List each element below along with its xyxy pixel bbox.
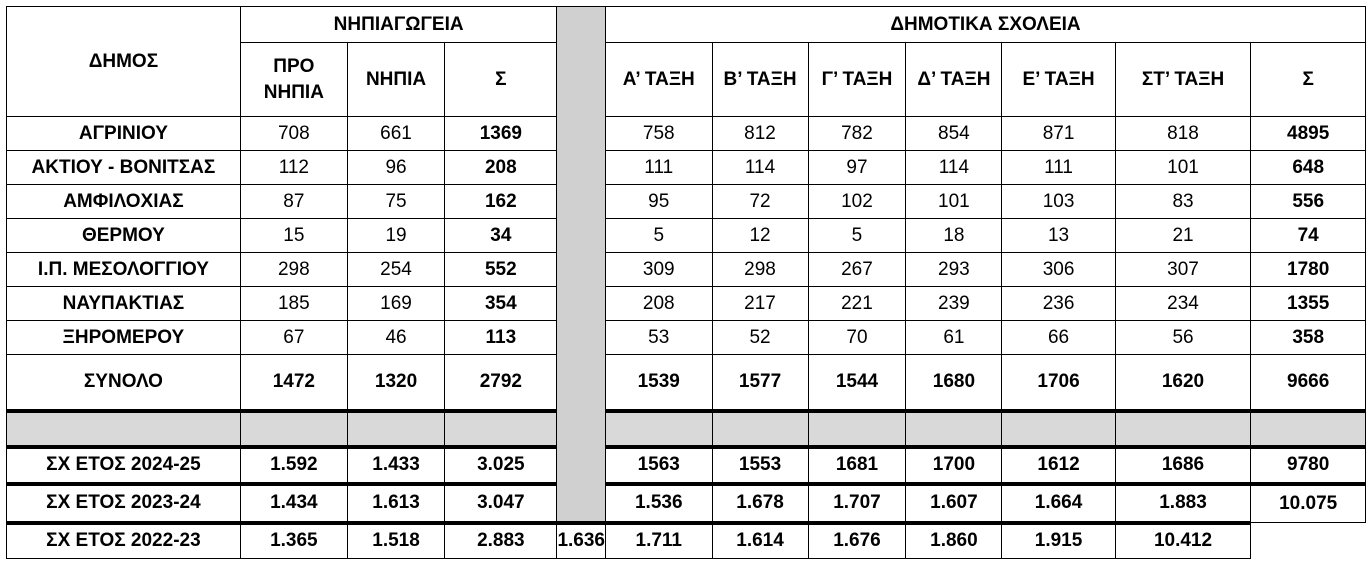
cell: 1612 bbox=[1002, 447, 1115, 484]
cell: 307 bbox=[1115, 253, 1251, 287]
pr-col-header: Σ bbox=[1251, 43, 1366, 117]
empty-cell bbox=[240, 411, 347, 447]
municipality-name: Ι.Π. ΜΕΣΟΛΟΓΓΙΟΥ bbox=[7, 253, 241, 287]
cell: 53 bbox=[605, 321, 712, 355]
table-row bbox=[7, 321, 1366, 355]
cell: 1.518 bbox=[347, 523, 444, 559]
cell: 72 bbox=[712, 185, 808, 219]
table-row bbox=[7, 151, 1366, 185]
empty-cell bbox=[1002, 411, 1115, 447]
cell-sum: 2792 bbox=[445, 355, 557, 411]
cell: 21 bbox=[1115, 219, 1251, 253]
year-label: ΣΧ ΕΤΟΣ 2024-25 bbox=[7, 447, 241, 484]
empty-cell bbox=[808, 411, 906, 447]
cell: 1.536 bbox=[605, 484, 712, 523]
cell: 1.433 bbox=[347, 447, 444, 484]
cell: 114 bbox=[712, 151, 808, 185]
cell: 306 bbox=[1002, 253, 1115, 287]
cell: 1.678 bbox=[712, 484, 808, 523]
municipality-name: ΘΕΡΜΟΥ bbox=[7, 219, 241, 253]
cell-sum: 2.883 bbox=[445, 523, 557, 559]
cell-sum: 9666 bbox=[1251, 355, 1366, 411]
pr-col-header: Δ’ ΤΑΞΗ bbox=[906, 43, 1002, 117]
empty-cell bbox=[7, 411, 241, 447]
cell-sum: 162 bbox=[445, 185, 557, 219]
cell-sum: 1355 bbox=[1251, 287, 1366, 321]
year-label: ΣΧ ΕΤΟΣ 2022-23 bbox=[7, 523, 241, 559]
kg-col-header: ΠΡΟ ΝΗΠΙΑ bbox=[240, 43, 347, 117]
dimos-header: ΔΗΜΟΣ bbox=[7, 7, 241, 117]
pr-col-header: ΣΤ’ ΤΑΞΗ bbox=[1115, 43, 1251, 117]
cell: 1.707 bbox=[808, 484, 906, 523]
kindergarten-group-header: ΝΗΠΙΑΓΩΓΕΙΑ bbox=[240, 7, 557, 43]
cell-sum: 10.412 bbox=[1115, 523, 1251, 559]
cell: 18 bbox=[906, 219, 1002, 253]
cell: 1.614 bbox=[712, 523, 808, 559]
separator-column bbox=[557, 7, 606, 523]
cell: 101 bbox=[906, 185, 1002, 219]
cell: 293 bbox=[906, 253, 1002, 287]
cell: 818 bbox=[1115, 117, 1251, 151]
cell: 1700 bbox=[906, 447, 1002, 484]
cell: 12 bbox=[712, 219, 808, 253]
municipality-name: ΑΓΡΙΝΙΟΥ bbox=[7, 117, 241, 151]
cell: 5 bbox=[605, 219, 712, 253]
enrollment-table bbox=[6, 6, 1366, 559]
cell: 112 bbox=[240, 151, 347, 185]
cell: 1.592 bbox=[240, 447, 347, 484]
cell: 1.915 bbox=[1002, 523, 1115, 559]
cell-sum: 358 bbox=[1251, 321, 1366, 355]
cell: 1.860 bbox=[906, 523, 1002, 559]
cell: 185 bbox=[240, 287, 347, 321]
cell: 67 bbox=[240, 321, 347, 355]
cell-sum: 1780 bbox=[1251, 253, 1366, 287]
cell: 1.883 bbox=[1115, 484, 1251, 523]
primary-group-header: ΔΗΜΟΤΙΚΑ ΣΧΟΛΕΙΑ bbox=[605, 7, 1365, 43]
cell: 1706 bbox=[1002, 355, 1115, 411]
year-label: ΣΧ ΕΤΟΣ 2023-24 bbox=[7, 484, 241, 523]
cell: 111 bbox=[1002, 151, 1115, 185]
cell: 102 bbox=[808, 185, 906, 219]
cell: 298 bbox=[712, 253, 808, 287]
cell: 87 bbox=[240, 185, 347, 219]
cell: 239 bbox=[906, 287, 1002, 321]
empty-cell bbox=[906, 411, 1002, 447]
cell: 871 bbox=[1002, 117, 1115, 151]
cell: 254 bbox=[347, 253, 444, 287]
pr-col-header: Α’ ΤΑΞΗ bbox=[605, 43, 712, 117]
municipality-name: ΑΚΤΙΟΥ - ΒΟΝΙΤΣΑΣ bbox=[7, 151, 241, 185]
cell: 1563 bbox=[605, 447, 712, 484]
empty-cell bbox=[1251, 411, 1366, 447]
cell-sum: 4895 bbox=[1251, 117, 1366, 151]
cell-sum: 556 bbox=[1251, 185, 1366, 219]
table-row bbox=[7, 287, 1366, 321]
cell: 15 bbox=[240, 219, 347, 253]
kg-col-header: ΝΗΠΙΑ bbox=[347, 43, 444, 117]
cell: 66 bbox=[1002, 321, 1115, 355]
cell: 1.365 bbox=[240, 523, 347, 559]
cell: 1320 bbox=[347, 355, 444, 411]
cell: 1680 bbox=[906, 355, 1002, 411]
cell-sum: 648 bbox=[1251, 151, 1366, 185]
year-row bbox=[7, 447, 1366, 484]
cell-sum: 34 bbox=[445, 219, 557, 253]
cell: 298 bbox=[240, 253, 347, 287]
cell-sum: 10.075 bbox=[1251, 484, 1366, 523]
empty-cell bbox=[445, 411, 557, 447]
pr-col-header: Ε’ ΤΑΞΗ bbox=[1002, 43, 1115, 117]
table-row bbox=[7, 253, 1366, 287]
cell: 1686 bbox=[1115, 447, 1251, 484]
cell: 111 bbox=[605, 151, 712, 185]
cell: 83 bbox=[1115, 185, 1251, 219]
total-row bbox=[7, 355, 1366, 411]
municipality-name: ΞΗΡΟΜΕΡΟΥ bbox=[7, 321, 241, 355]
year-row bbox=[7, 484, 1366, 523]
table-row bbox=[7, 219, 1366, 253]
cell: 267 bbox=[808, 253, 906, 287]
total-label: ΣΥΝΟΛΟ bbox=[7, 355, 241, 411]
cell: 208 bbox=[605, 287, 712, 321]
cell: 169 bbox=[347, 287, 444, 321]
kg-col-header: Σ bbox=[445, 43, 557, 117]
cell: 1.711 bbox=[605, 523, 712, 559]
cell: 1620 bbox=[1115, 355, 1251, 411]
cell-sum: 3.025 bbox=[445, 447, 557, 484]
cell: 75 bbox=[347, 185, 444, 219]
empty-cell bbox=[347, 411, 444, 447]
cell: 95 bbox=[605, 185, 712, 219]
cell: 812 bbox=[712, 117, 808, 151]
empty-cell bbox=[712, 411, 808, 447]
cell: 309 bbox=[605, 253, 712, 287]
cell: 19 bbox=[347, 219, 444, 253]
cell: 5 bbox=[808, 219, 906, 253]
header-row-1 bbox=[7, 7, 1366, 43]
cell: 70 bbox=[808, 321, 906, 355]
cell: 1577 bbox=[712, 355, 808, 411]
cell: 661 bbox=[347, 117, 444, 151]
cell: 782 bbox=[808, 117, 906, 151]
cell-sum: 74 bbox=[1251, 219, 1366, 253]
cell: 1.613 bbox=[347, 484, 444, 523]
cell: 854 bbox=[906, 117, 1002, 151]
pr-col-header: Γ’ ΤΑΞΗ bbox=[808, 43, 906, 117]
cell: 13 bbox=[1002, 219, 1115, 253]
cell-sum: 3.047 bbox=[445, 484, 557, 523]
empty-cell bbox=[1115, 411, 1251, 447]
municipality-name: ΝΑΥΠΑΚΤΙΑΣ bbox=[7, 287, 241, 321]
cell: 1.607 bbox=[906, 484, 1002, 523]
cell: 114 bbox=[906, 151, 1002, 185]
cell-sum: 9780 bbox=[1251, 447, 1366, 484]
year-row bbox=[7, 523, 1366, 559]
cell: 1681 bbox=[808, 447, 906, 484]
cell-sum: 552 bbox=[445, 253, 557, 287]
spacer-row bbox=[7, 411, 1366, 447]
cell: 1.676 bbox=[808, 523, 906, 559]
cell: 97 bbox=[808, 151, 906, 185]
cell: 96 bbox=[347, 151, 444, 185]
pr-col-header: Β’ ΤΑΞΗ bbox=[712, 43, 808, 117]
cell: 234 bbox=[1115, 287, 1251, 321]
cell: 708 bbox=[240, 117, 347, 151]
cell-sum: 354 bbox=[445, 287, 557, 321]
municipality-name: ΑΜΦΙΛΟΧΙΑΣ bbox=[7, 185, 241, 219]
cell: 758 bbox=[605, 117, 712, 151]
cell-sum: 208 bbox=[445, 151, 557, 185]
cell-sum: 1369 bbox=[445, 117, 557, 151]
cell: 1.664 bbox=[1002, 484, 1115, 523]
cell-sum: 113 bbox=[445, 321, 557, 355]
cell: 1539 bbox=[605, 355, 712, 411]
empty-cell bbox=[605, 411, 712, 447]
cell: 46 bbox=[347, 321, 444, 355]
table-row bbox=[7, 185, 1366, 219]
cell: 1472 bbox=[240, 355, 347, 411]
cell: 221 bbox=[808, 287, 906, 321]
cell: 1553 bbox=[712, 447, 808, 484]
cell: 236 bbox=[1002, 287, 1115, 321]
cell: 56 bbox=[1115, 321, 1251, 355]
cell: 1544 bbox=[808, 355, 906, 411]
cell: 217 bbox=[712, 287, 808, 321]
cell: 1.434 bbox=[240, 484, 347, 523]
cell: 61 bbox=[906, 321, 1002, 355]
cell: 1.636 bbox=[557, 523, 606, 559]
table-row bbox=[7, 117, 1366, 151]
cell: 103 bbox=[1002, 185, 1115, 219]
cell: 52 bbox=[712, 321, 808, 355]
cell: 101 bbox=[1115, 151, 1251, 185]
